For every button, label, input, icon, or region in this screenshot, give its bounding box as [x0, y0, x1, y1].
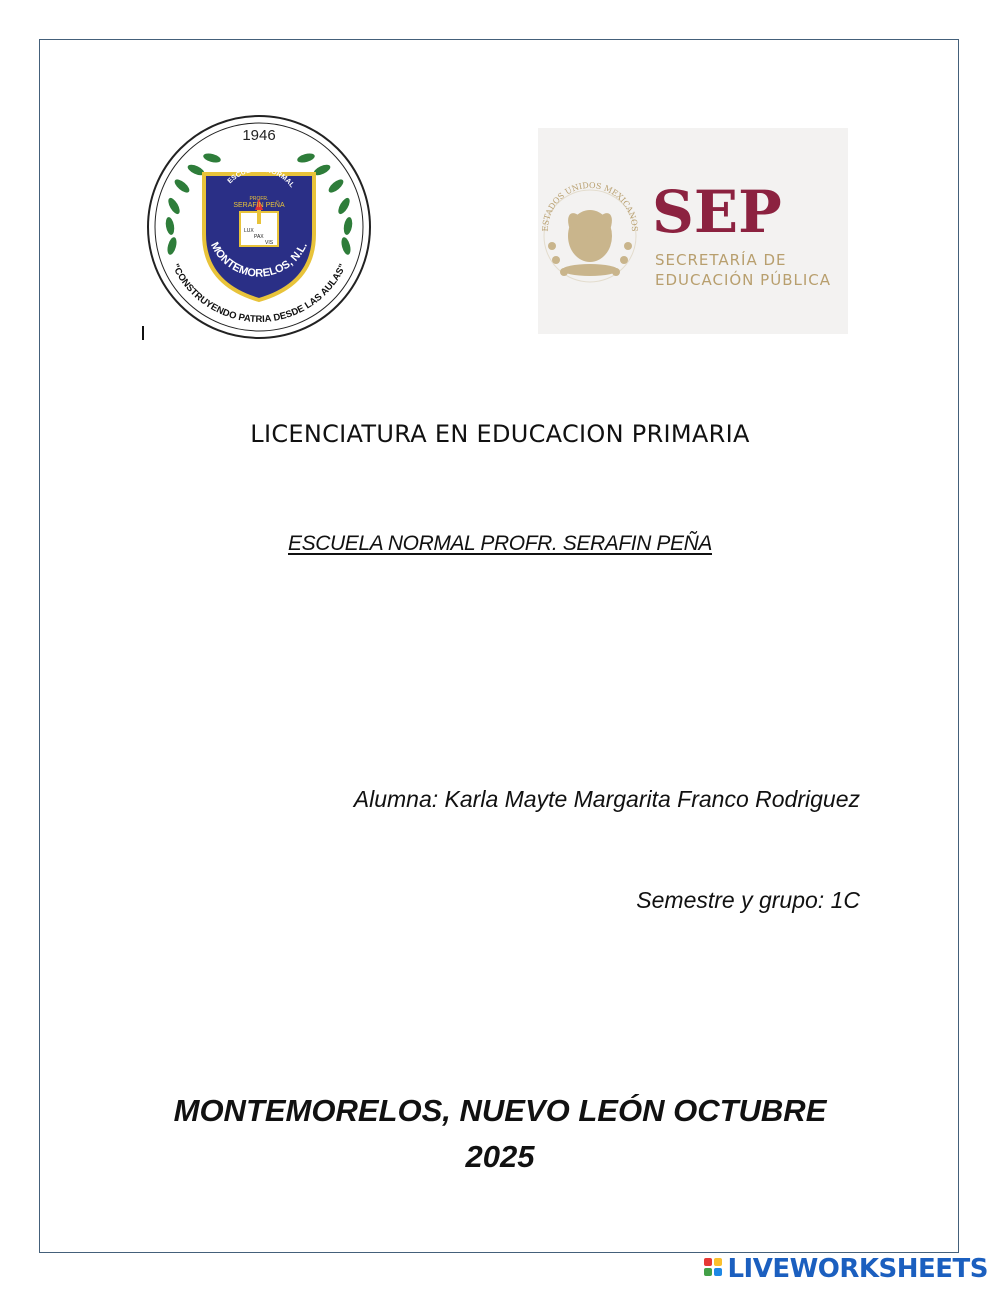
text-cursor-mark: [142, 326, 144, 340]
svg-text:NORMAL: [265, 167, 295, 190]
svg-text:MONTEMORELOS, N.L.: [208, 240, 310, 279]
liveworksheets-brand[interactable]: [704, 1254, 988, 1284]
sep-acronym: SEP: [652, 178, 782, 246]
sep-line1: SECRETARÍA DE: [655, 251, 787, 269]
seal-motto: "CONSTRUYENDO PATRIA DESDE LAS AULAS": [169, 262, 349, 326]
school-seal-text: [146, 114, 372, 340]
semester-group: Semestre y grupo: 1C: [636, 887, 860, 913]
place-date: [0, 1088, 1000, 1180]
place-date-line1: MONTEMORELOS, NUEVO LEÓN OCTUBRE: [173, 1093, 827, 1128]
seal-school-line1: ESCUELA: [226, 166, 261, 186]
sep-logo: [538, 128, 848, 334]
student-name: Alumna: Karla Mayte Margarita Franco Rodriguez: [353, 786, 860, 812]
seal-book-pax: PAX: [254, 234, 264, 240]
seal-city: MONTEMORELOS, N.L.: [208, 240, 310, 280]
sep-seal-text: ESTADOS UNIDOS MEXICANOS: [540, 180, 640, 232]
seal-book-lux: LUX: [244, 228, 254, 234]
program-title: LICENCIATURA EN EDUCACION PRIMARIA: [250, 420, 750, 448]
seal-book-vis: VIS: [265, 240, 274, 246]
seal-founder-line2: SERAFÍN PEÑA: [233, 202, 285, 209]
liveworksheets-brand-text: LIVEWORKSHEETS: [727, 1254, 988, 1284]
place-date-line2: 2025: [465, 1139, 535, 1174]
seal-founder-line1: PROFR.: [249, 196, 269, 202]
liveworksheets-logo-icon: [704, 1258, 724, 1280]
school-name-text: ESCUELA NORMAL PROFR. SERAFIN PEÑA: [288, 532, 712, 555]
seal-year: 1946: [242, 127, 276, 144]
sep-line2: EDUCACIÓN PÚBLICA: [655, 271, 832, 289]
svg-text:ESCUELA: [227, 166, 261, 185]
seal-school-line2: NORMAL: [265, 166, 296, 190]
school-name: [0, 532, 1000, 556]
